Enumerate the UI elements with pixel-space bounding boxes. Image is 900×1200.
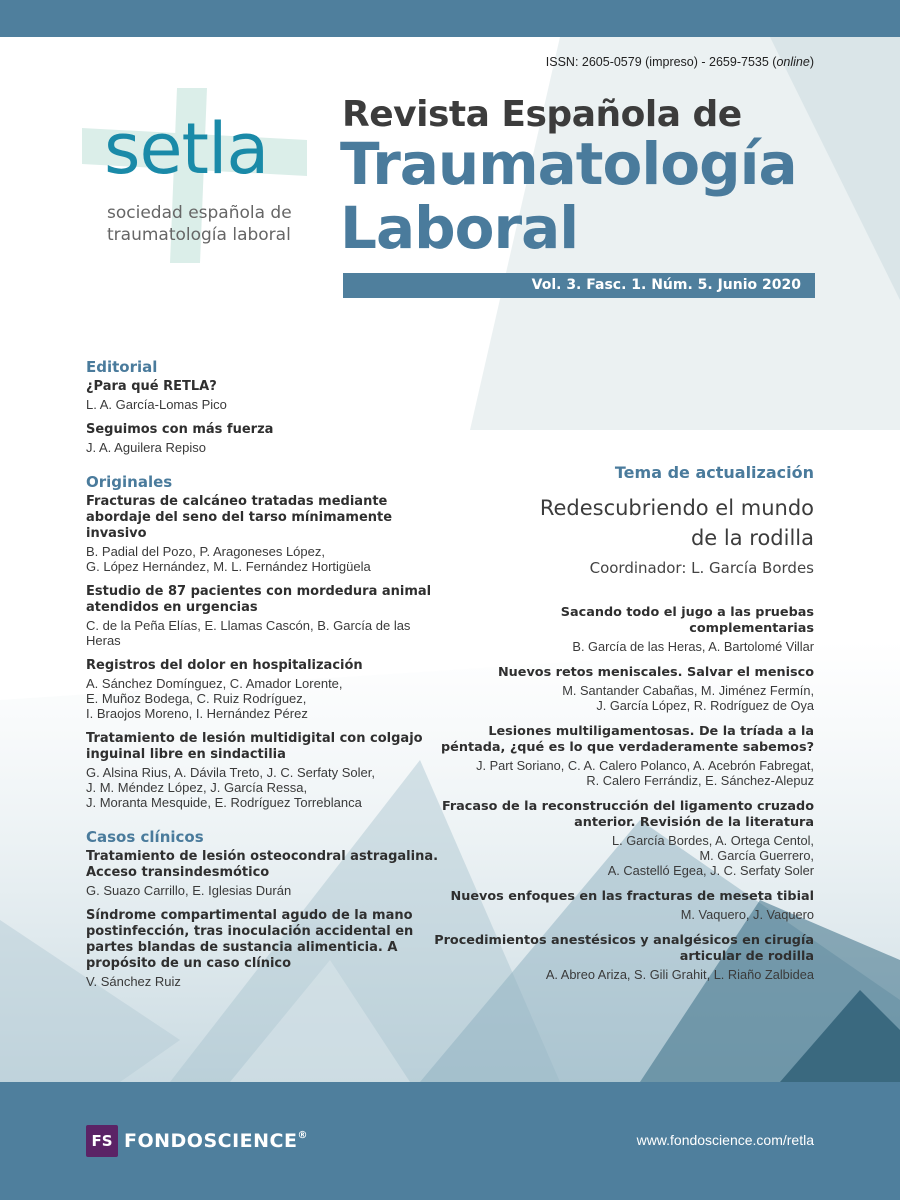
publisher-logo[interactable]: [86, 1125, 308, 1157]
journal-title-line2: Traumatología: [340, 130, 797, 198]
article-title: Seguimos con más fuerza: [86, 422, 274, 437]
toc-article[interactable]: [86, 908, 441, 989]
journal-title-line1: Revista Española de: [342, 94, 742, 135]
author-line: L. A. García-Lomas Pico: [86, 397, 227, 412]
section-heading: Casos clínicos: [86, 828, 204, 846]
author-line: J. M. Méndez López, J. García Ressa,: [86, 780, 308, 795]
article-authors: [86, 883, 441, 898]
article-title: Sacando todo el jugo a las pruebas complementarias: [560, 605, 814, 636]
article-title: Fracaso de la reconstrucción del ligamento cruzado anterior. Revisión de la literatura: [441, 799, 814, 830]
author-line: J. A. Aguilera Repiso: [86, 440, 206, 455]
author-line: B. Padial del Pozo, P. Aragoneses López,: [86, 544, 325, 559]
theme-article[interactable]: [434, 665, 814, 713]
theme-article[interactable]: [434, 605, 814, 654]
theme-heading: Tema de actualización: [614, 463, 814, 482]
publisher-name: FONDOSCIENCE®: [124, 1130, 308, 1152]
author-line: J. García López, R. Rodríguez de Oya: [596, 698, 814, 713]
theme-article[interactable]: [434, 889, 814, 922]
right-column-toc: [434, 605, 814, 993]
toc-article[interactable]: [86, 731, 441, 810]
article-title: Procedimientos anestésicos y analgésicos en cirugía articular de rodilla: [434, 933, 814, 964]
author-line: A. Abreo Ariza, S. Gili Grahit, L. Riaño Zalbidea: [545, 967, 814, 982]
toc-article[interactable]: [86, 422, 441, 455]
article-title: Tratamiento de lesión osteocondral astragalina. Acceso transindesmótico: [86, 849, 439, 880]
article-title: ¿Para qué RETLA?: [86, 379, 217, 394]
article-authors: [434, 758, 814, 788]
logo-subtitle: sociedad española de traumatología laboral: [107, 203, 292, 245]
author-line: V. Sánchez Ruiz: [86, 974, 181, 989]
article-authors: [86, 974, 441, 989]
journal-title-line3: Laboral: [340, 194, 579, 262]
theme-article[interactable]: [434, 799, 814, 878]
toc-section: [86, 473, 441, 810]
author-line: B. García de las Heras, A. Bartolomé Villar: [572, 639, 814, 654]
author-line: G. Alsina Rius, A. Dávila Treto, J. C. Serfaty Soler,: [86, 765, 376, 780]
article-authors: [86, 397, 441, 412]
author-line: G. López Hernández, M. L. Fernández Hortigüela: [86, 559, 371, 574]
article-authors: [434, 907, 814, 922]
left-column-toc: [86, 358, 441, 1007]
author-line: A. Sánchez Domínguez, C. Amador Lorente,: [86, 676, 343, 691]
author-line: M. García Guerrero,: [699, 848, 814, 863]
author-line: L. García Bordes, A. Ortega Centol,: [611, 833, 814, 848]
article-authors: [86, 676, 441, 721]
section-heading: Originales: [86, 473, 173, 491]
section-heading: Editorial: [86, 358, 158, 376]
theme-title: Redescubriendo el mundo de la rodilla: [539, 496, 814, 550]
author-line: A. Castelló Egea, J. C. Serfaty Soler: [607, 863, 814, 878]
article-title: Estudio de 87 pacientes con mordedura animal atendidos en urgencias: [86, 584, 432, 615]
author-line: C. de la Peña Elías, E. Llamas Cascón, B. García de las Heras: [86, 618, 411, 648]
article-authors: [434, 639, 814, 654]
toc-article[interactable]: [86, 658, 441, 721]
article-authors: [434, 967, 814, 982]
article-authors: [86, 618, 441, 648]
author-line: M. Vaquero, J. Vaquero: [680, 907, 814, 922]
article-title: Registros del dolor en hospitalización: [86, 658, 363, 673]
toc-article[interactable]: [86, 379, 441, 412]
article-title: Tratamiento de lesión multidigital con colgajo inguinal libre en sindactilia: [86, 731, 423, 762]
toc-section: [86, 828, 441, 989]
volume-bar: Vol. 3. Fasc. 1. Núm. 5. Junio 2020: [343, 273, 815, 298]
article-authors: [86, 765, 441, 810]
author-line: M. Santander Cabañas, M. Jiménez Fermín,: [562, 683, 814, 698]
article-title: Síndrome compartimental agudo de la mano postinfección, tras inoculación accidental en partes blandas de sustancia alimenticia. A propósito de un caso clínico: [86, 908, 414, 971]
publisher-badge-icon: FS: [86, 1125, 118, 1157]
author-line: E. Muñoz Bodega, C. Ruiz Rodríguez,: [86, 691, 307, 706]
footer-url-link[interactable]: www.fondoscience.com/retla: [636, 1132, 814, 1148]
toc-article[interactable]: [86, 584, 441, 648]
theme-coordinator: Coordinador: L. García Bordes: [589, 559, 814, 577]
article-title: Nuevos enfoques en las fracturas de meseta tibial: [450, 889, 814, 904]
author-line: J. Part Soriano, C. A. Calero Polanco, A. Acebrón Fabregat,: [476, 758, 814, 773]
author-line: I. Braojos Moreno, I. Hernández Pérez: [86, 706, 308, 721]
theme-article[interactable]: [434, 933, 814, 982]
journal-title-main: [340, 132, 820, 260]
logo-word: setla: [104, 108, 269, 190]
author-line: R. Calero Ferrándiz, E. Sánchez-Alepuz: [586, 773, 814, 788]
author-line: J. Moranta Mesquide, E. Rodríguez Torreblanca: [86, 795, 362, 810]
article-authors: [86, 440, 441, 455]
article-title: Lesiones multiligamentosas. De la tríada a la péntada, ¿qué es lo que verdaderamente sabemos?: [441, 724, 814, 755]
toc-section: [86, 358, 441, 455]
toc-article[interactable]: [86, 494, 441, 574]
author-line: G. Suazo Carrillo, E. Iglesias Durán: [86, 883, 292, 898]
article-authors: [86, 544, 441, 574]
toc-article[interactable]: [86, 849, 441, 898]
article-authors: [434, 683, 814, 713]
issn: ISSN: 2605-0579 (impreso) - 2659-7535 (online): [545, 55, 814, 69]
theme-article[interactable]: [434, 724, 814, 788]
article-title: Nuevos retos meniscales. Salvar el menisco: [497, 665, 814, 680]
article-title: Fracturas de calcáneo tratadas mediante abordaje del seno del tarso mínimamente invasivo: [86, 494, 393, 541]
article-authors: [434, 833, 814, 878]
